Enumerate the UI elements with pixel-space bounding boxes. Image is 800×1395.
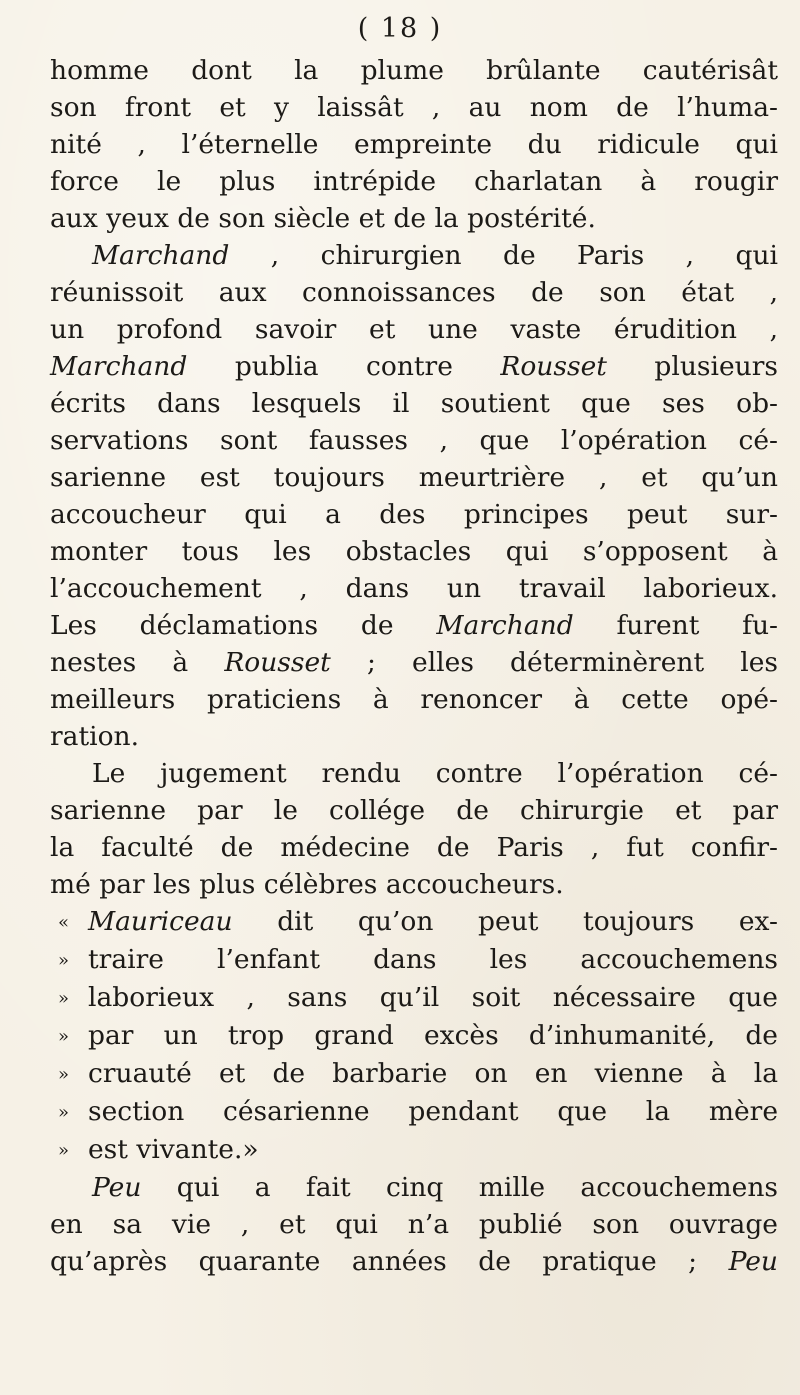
text-line	[50, 237, 778, 274]
quote-mark: »	[58, 988, 70, 1009]
body-text	[50, 52, 778, 1280]
text-run: , chirurgien de Paris , qui	[229, 240, 778, 271]
text-line: en sa vie , et qui n’a publié son ouvrage	[50, 1209, 778, 1240]
text-line: homme dont la plume brûlante cautérisât	[50, 55, 778, 86]
text-line: accoucheur qui a des principes peut sur-	[50, 499, 778, 530]
text-line: nité , l’éternelle empreinte du ridicule qui	[50, 129, 778, 160]
quote-line	[50, 1131, 778, 1169]
text-run: cruauté et de barbarie on en vienne à la	[88, 1058, 778, 1089]
text-line: sarienne par le collége de chirurgie et par	[50, 795, 778, 826]
text-run: publia contre	[187, 351, 501, 382]
text-run: laborieux , sans qu’il soit nécessaire que	[88, 982, 778, 1013]
quote-line	[50, 1017, 778, 1055]
quote-line	[50, 903, 778, 941]
italic-name: Rousset	[500, 351, 607, 382]
italic-name: Marchand	[50, 351, 188, 382]
text-run: traire l’enfant dans les accouchemens	[88, 944, 778, 975]
text-run: section césarienne pendant que la mère	[88, 1096, 778, 1127]
text-line: servations sont fausses , que l’opération cé-	[50, 425, 778, 456]
text-run: qu’après quarante années de pratique ;	[50, 1246, 729, 1277]
italic-name: Marchand	[92, 240, 230, 271]
text-line: meilleurs praticiens à renoncer à cette opé-	[50, 684, 778, 715]
text-line	[50, 348, 778, 385]
text-line: un profond savoir et une vaste érudition ,	[50, 314, 778, 345]
text-run: plusieurs	[606, 351, 778, 382]
quote-mark: »	[58, 1026, 70, 1047]
italic-name: Marchand	[436, 610, 574, 641]
text-run: dit qu’on peut toujours ex-	[232, 906, 778, 937]
quote-line	[50, 1055, 778, 1093]
quote-mark: »	[58, 950, 70, 971]
italic-name: Rousset	[224, 647, 331, 678]
text-run: est vivante.»	[88, 1134, 259, 1165]
text-line	[50, 1243, 778, 1280]
text-line: son front et y laissât , au nom de l’huma-	[50, 92, 778, 123]
quote-mark: «	[58, 912, 70, 933]
text-line: force le plus intrépide charlatan à rougir	[50, 166, 778, 197]
italic-name: Peu	[728, 1246, 778, 1277]
italic-name: Peu	[92, 1172, 142, 1203]
text-line	[50, 1169, 778, 1206]
text-line: la faculté de médecine de Paris , fut confir-	[50, 832, 778, 863]
quote-mark: »	[58, 1064, 70, 1085]
text-line: Le jugement rendu contre l’opération cé-	[92, 758, 778, 789]
text-line	[50, 644, 778, 681]
text-line: mé par les plus célèbres accoucheurs.	[50, 869, 564, 900]
text-line	[50, 607, 778, 644]
text-run: furent fu-	[573, 610, 778, 641]
italic-name: Mauriceau	[88, 906, 233, 937]
text-line: réunissoit aux connoissances de son état ,	[50, 277, 778, 308]
text-line: ration.	[50, 721, 140, 752]
quote-mark: »	[58, 1140, 70, 1161]
text-run: nestes à	[50, 647, 225, 678]
text-run: par un trop grand excès d’inhumanité, de	[88, 1020, 778, 1051]
page-number: ( 18 )	[357, 13, 443, 44]
text-run: qui a fait cinq mille accouchemens	[141, 1172, 778, 1203]
text-line: monter tous les obstacles qui s’opposent à	[50, 536, 778, 567]
text-line: écrits dans lesquels il soutient que ses ob-	[50, 388, 778, 419]
text-line: l’accouchement , dans un travail laborieux.	[50, 573, 778, 604]
text-line: sarienne est toujours meurtrière , et qu’un	[50, 462, 778, 493]
quote-line	[50, 979, 778, 1017]
text-line: aux yeux de son siècle et de la postérité.	[50, 203, 596, 234]
text-run: Les déclamations de	[50, 610, 437, 641]
quote-line	[50, 1093, 778, 1131]
quote-line	[50, 941, 778, 979]
quote-mark: »	[58, 1102, 70, 1123]
text-run: ; elles déterminèrent les	[330, 647, 778, 678]
